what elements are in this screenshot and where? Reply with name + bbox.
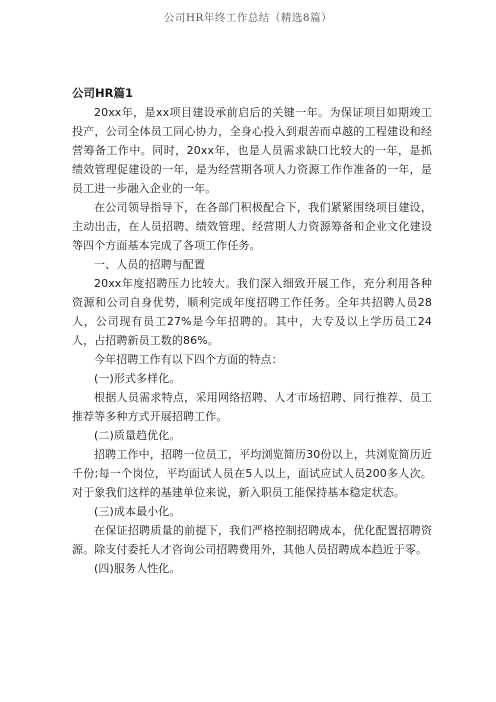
paragraph-quality: 招聘工作中，招聘一位员工，平均浏览简历30份以上，共浏览简历近千份;每一个岗位，平均面试人员在5人以上，面试应试人员200多人次。对于象我们这样的基建单位来说，新入职员工能保持基本稳定状态。	[72, 448, 432, 499]
heading-recruitment: 一、人员的招聘与配置	[94, 258, 205, 271]
page-header-title: 公司HR年终工作总结（精选8篇）	[163, 12, 333, 24]
paragraph-summary: 在公司领导指导下，在各部门积极配合下，我们紧紧围绕项目建设，主动出击，在人员招聘、绩效管理、经营期人力资源筹备和企业文化建设等四个方面基本完成了各项工作任务。	[72, 201, 432, 252]
paragraph-intro: 20xx年，是xx项目建设承前启后的关键一年。为保证项目如期竣工投产，公司全体员工同心协力，全身心投入到艰苦而卓越的工程建设和经营筹备工作中。同时，20xx年，也是人员需求缺口比较大的一年，是抓绩效管理促建设的一年，是为经营期各项人力资源工作作准备的一年，是员工进一步融入企业的一年。	[72, 106, 432, 195]
subheading-service: (四)服务人性化。	[94, 562, 181, 575]
paragraph-cost: 在保证招聘质量的前提下，我们严格控制招聘成本，优化配置招聘资源。除支付委托人才咨询公司招聘费用外，其他人员招聘成本趋近于零。	[72, 524, 432, 556]
subheading-form: (一)形式多样化。	[94, 372, 181, 385]
subheading-quality: (二)质量趋优化。	[94, 429, 181, 442]
section-title: 公司HR篇1	[72, 86, 133, 100]
paragraph-recruitment: 20xx年度招聘压力比较大。我们深入细致开展工作，充分利用各种资源和公司自身优势，顺利完成年度招聘工作任务。全年共招聘人员28人，公司现有员工27%是今年招聘的。其中，大专及以上学历员工24人，占招聘新员工数的86%。	[72, 277, 432, 347]
paragraph-features-intro: 今年招聘工作有以下四个方面的特点：	[94, 353, 283, 366]
subheading-cost: (三)成本最小化。	[94, 505, 181, 518]
document-body	[72, 84, 432, 578]
paragraph-form: 根据人员需求特点，采用网络招聘、人才市场招聘、同行推荐、员工推荐等多种方式开展招聘工作。	[72, 391, 432, 423]
